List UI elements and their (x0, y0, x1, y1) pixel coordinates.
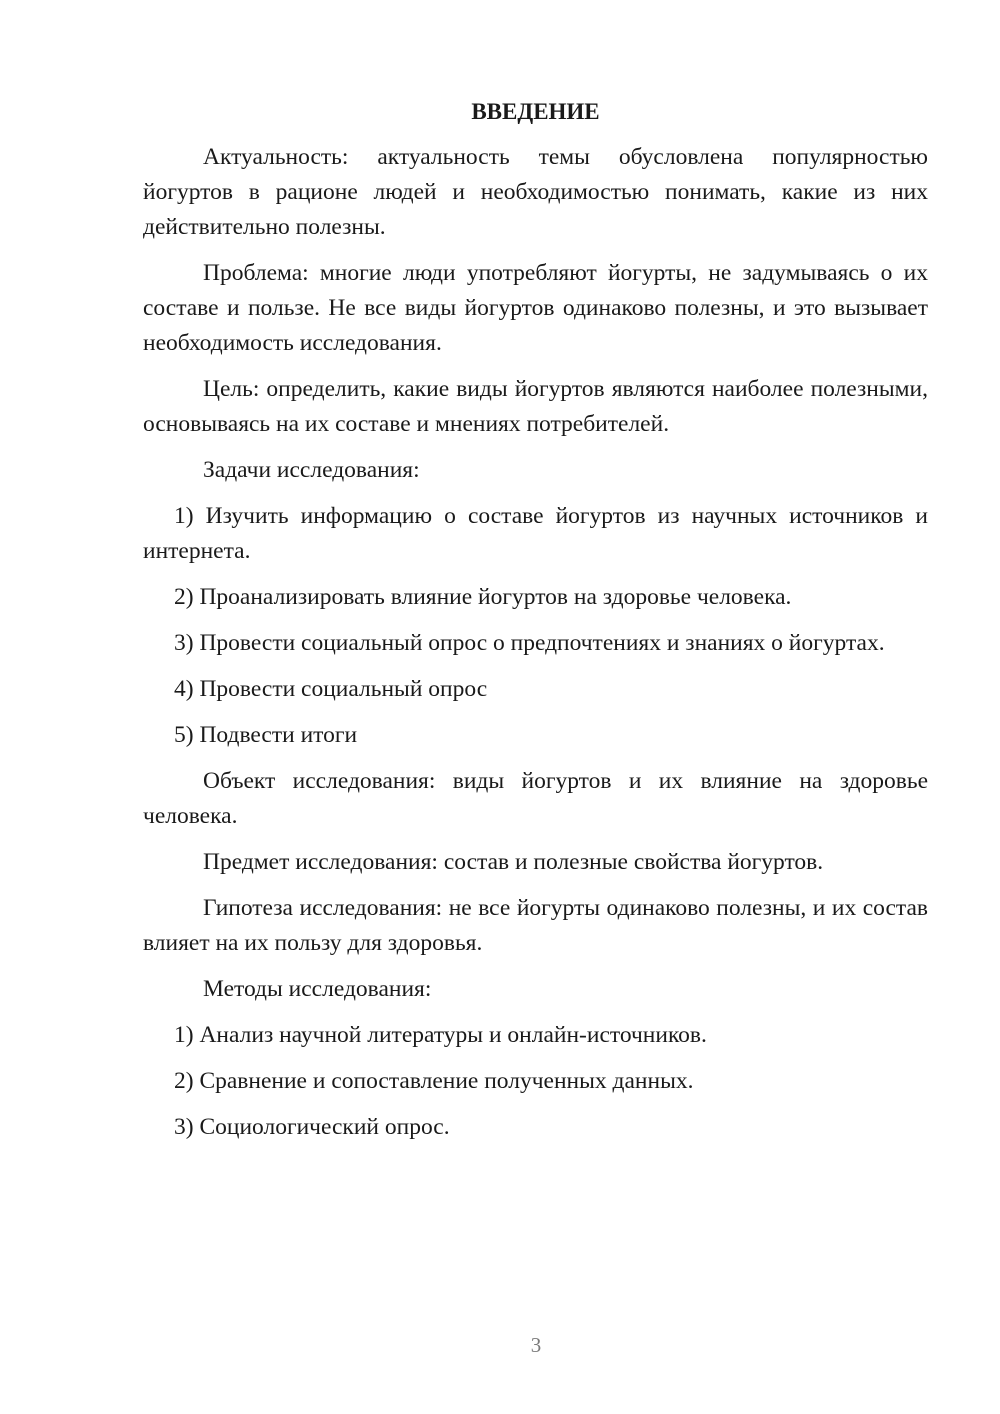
task-item: 5) Подвести итоги (174, 722, 358, 748)
goal-paragraph: Цель: определить, какие виды йогуртов являются наиболее полезными, основываясь на их составе и мнениях потребителей. (143, 376, 928, 437)
document-body (143, 94, 928, 1156)
section-title: ВВЕДЕНИЕ (471, 99, 600, 124)
task-item: 3) Провести социальный опрос о предпочтениях и знаниях о йогуртах. (174, 630, 885, 656)
task-item: 4) Провести социальный опрос (174, 676, 488, 702)
relevance-paragraph: Актуальность: актуальность темы обусловлена популярностью йогуртов в рационе людей и необходимостью понимать, какие из них действительно полезны. (143, 144, 928, 240)
subject-paragraph: Предмет исследования: состав и полезные свойства йогуртов. (203, 849, 824, 875)
methods-heading: Методы исследования: (203, 976, 432, 1002)
method-item: 3) Социологический опрос. (174, 1114, 450, 1140)
page-number: 3 (530, 1333, 542, 1357)
method-item: 2) Сравнение и сопоставление полученных данных. (174, 1068, 694, 1094)
problem-paragraph: Проблема: многие люди употребляют йогурты, не задумываясь о их составе и пользе. Не все виды йогуртов одинаково полезны, и это вызывает необходимость исследования. (143, 260, 928, 356)
task-item: 1) Изучить информацию о составе йогуртов из научных источников и интернета. (143, 503, 928, 564)
object-paragraph: Объект исследования: виды йогуртов и их влияние на здоровье человека. (143, 768, 928, 829)
method-item: 1) Анализ научной литературы и онлайн-источников. (174, 1022, 707, 1048)
hypothesis-paragraph: Гипотеза исследования: не все йогурты одинаково полезны, и их состав влияет на их пользу для здоровья. (143, 895, 928, 956)
task-item: 2) Проанализировать влияние йогуртов на здоровье человека. (174, 584, 792, 610)
tasks-heading: Задачи исследования: (203, 457, 420, 483)
